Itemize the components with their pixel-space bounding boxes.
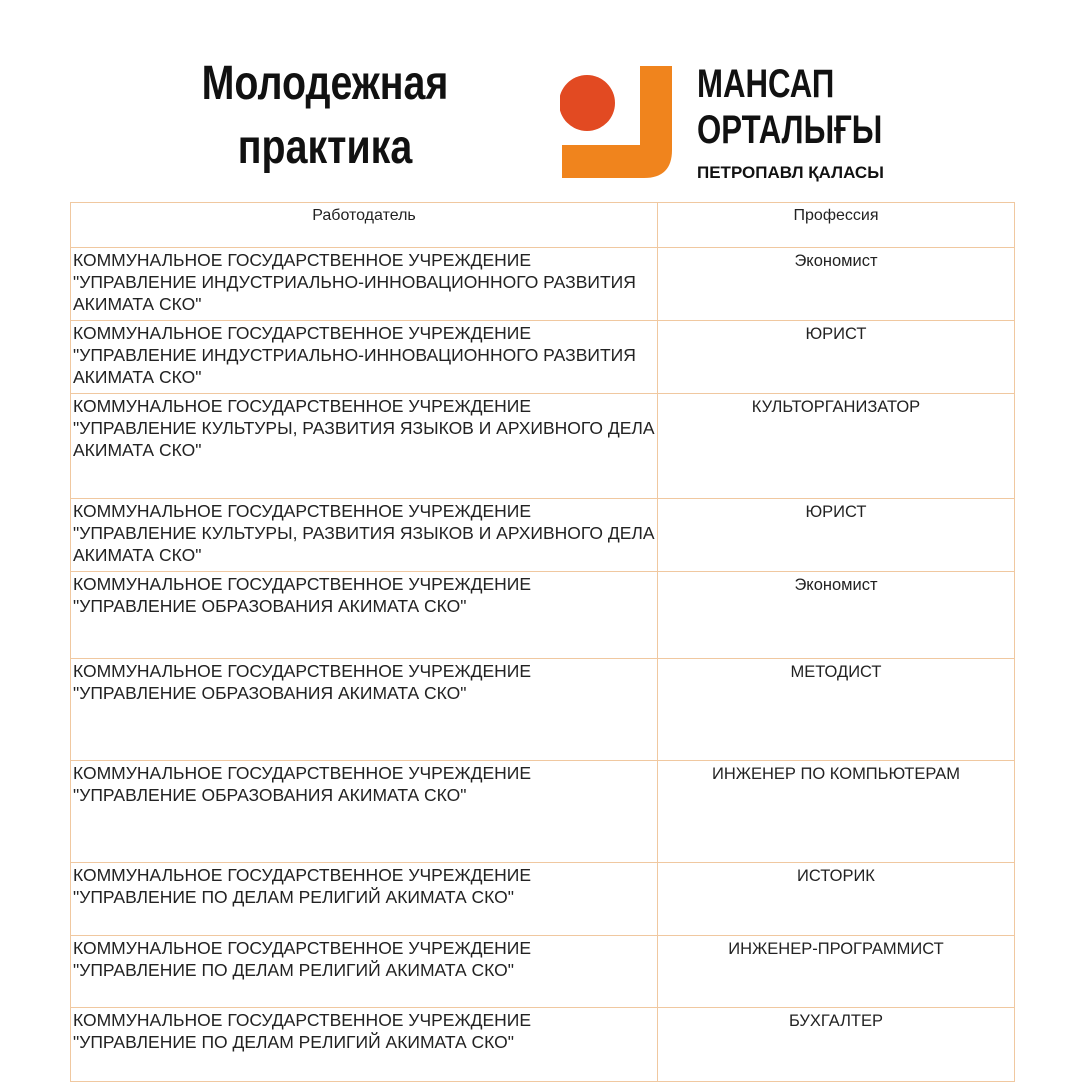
table-row — [71, 863, 1015, 936]
employer-cell: КОММУНАЛЬНОЕ ГОСУДАРСТВЕННОЕ УЧРЕЖДЕНИЕ "УПРАВЛЕНИЕ ИНДУСТРИАЛЬНО-ИННОВАЦИОННОГО РАЗВИТИЯ АКИМАТА СКО" — [71, 321, 658, 394]
profession-cell: ЮРИСТ — [658, 321, 1015, 394]
employer-cell: КОММУНАЛЬНОЕ ГОСУДАРСТВЕННОЕ УЧРЕЖДЕНИЕ "УПРАВЛЕНИЕ ПО ДЕЛАМ РЕЛИГИЙ АКИМАТА СКО" — [71, 1008, 658, 1082]
profession-cell: Экономист — [658, 248, 1015, 321]
profession-cell: Экономист — [658, 572, 1015, 659]
profession-cell: БУХГАЛТЕР — [658, 1008, 1015, 1082]
employer-cell: КОММУНАЛЬНОЕ ГОСУДАРСТВЕННОЕ УЧРЕЖДЕНИЕ "УПРАВЛЕНИЕ ОБРАЗОВАНИЯ АКИМАТА СКО" — [71, 572, 658, 659]
internship-table — [70, 202, 1015, 1082]
profession-cell: ИНЖЕНЕР-ПРОГРАММИСТ — [658, 936, 1015, 1008]
header-profession: Профессия — [658, 203, 1015, 248]
profession-cell: КУЛЬТОРГАНИЗАТОР — [658, 394, 1015, 499]
employer-cell: КОММУНАЛЬНОЕ ГОСУДАРСТВЕННОЕ УЧРЕЖДЕНИЕ "УПРАВЛЕНИЕ ПО ДЕЛАМ РЕЛИГИЙ АКИМАТА СКО" — [71, 936, 658, 1008]
page-title: Молодежная практика — [201, 57, 449, 174]
employer-cell: КОММУНАЛЬНОЕ ГОСУДАРСТВЕННОЕ УЧРЕЖДЕНИЕ "УПРАВЛЕНИЕ ПО ДЕЛАМ РЕЛИГИЙ АКИМАТА СКО" — [71, 863, 658, 936]
employer-cell: КОММУНАЛЬНОЕ ГОСУДАРСТВЕННОЕ УЧРЕЖДЕНИЕ "УПРАВЛЕНИЕ ИНДУСТРИАЛЬНО-ИННОВАЦИОННОГО РАЗВИТИЯ АКИМАТА СКО" — [71, 248, 658, 321]
header-employer: Работодатель — [71, 203, 658, 248]
table-row — [71, 248, 1015, 321]
table-row — [71, 761, 1015, 863]
employer-cell: КОММУНАЛЬНОЕ ГОСУДАРСТВЕННОЕ УЧРЕЖДЕНИЕ "УПРАВЛЕНИЕ КУЛЬТУРЫ, РАЗВИТИЯ ЯЗЫКОВ И АРХИВНОГО ДЕЛА АКИМАТА СКО" — [71, 394, 658, 499]
table-row — [71, 394, 1015, 499]
table-row — [71, 499, 1015, 572]
profession-cell: ИНЖЕНЕР ПО КОМПЬЮТЕРАМ — [658, 761, 1015, 863]
employer-cell: КОММУНАЛЬНОЕ ГОСУДАРСТВЕННОЕ УЧРЕЖДЕНИЕ "УПРАВЛЕНИЕ ОБРАЗОВАНИЯ АКИМАТА СКО" — [71, 761, 658, 863]
employer-cell: КОММУНАЛЬНОЕ ГОСУДАРСТВЕННОЕ УЧРЕЖДЕНИЕ "УПРАВЛЕНИЕ КУЛЬТУРЫ, РАЗВИТИЯ ЯЗЫКОВ И АРХИВНОГО ДЕЛА АКИМАТА СКО" — [71, 499, 658, 572]
table-row — [71, 321, 1015, 394]
mansap-logo: МАНСАП ОРТАЛЫҒЫ ПЕТРОПАВЛ ҚАЛАСЫ — [560, 60, 920, 190]
table-row — [71, 659, 1015, 761]
table-row — [71, 936, 1015, 1008]
profession-cell: МЕТОДИСТ — [658, 659, 1015, 761]
table-row — [71, 572, 1015, 659]
logo-mark-icon — [560, 60, 680, 185]
employer-cell: КОММУНАЛЬНОЕ ГОСУДАРСТВЕННОЕ УЧРЕЖДЕНИЕ "УПРАВЛЕНИЕ ОБРАЗОВАНИЯ АКИМАТА СКО" — [71, 659, 658, 761]
table-row — [71, 1008, 1015, 1082]
profession-cell: ИСТОРИК — [658, 863, 1015, 936]
table-header — [71, 203, 1015, 248]
profession-cell: ЮРИСТ — [658, 499, 1015, 572]
